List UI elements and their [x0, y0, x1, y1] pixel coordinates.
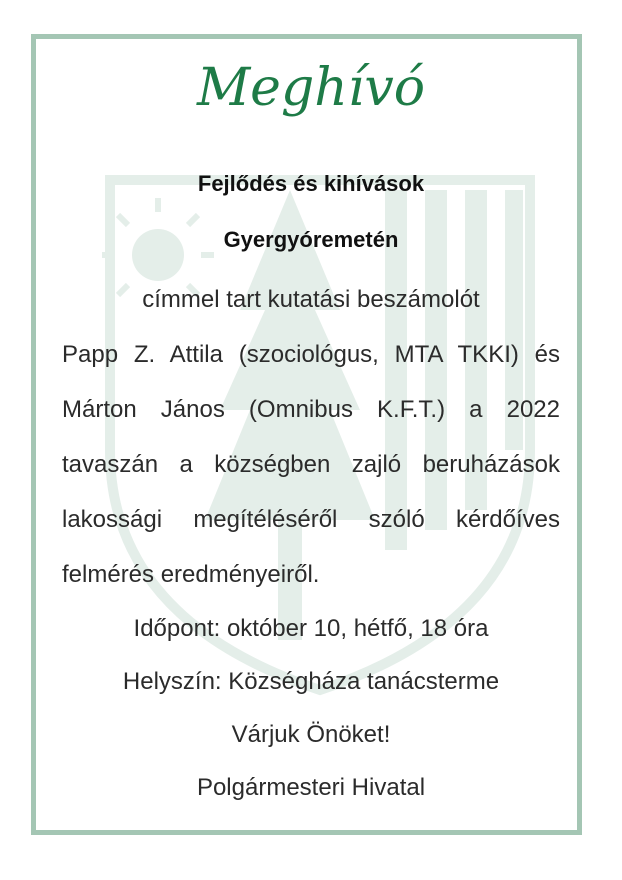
- invitation-title: Meghívó: [196, 58, 426, 118]
- body-line-1: Papp Z. Attila (szociológus, MTA TKKI) és: [62, 341, 560, 368]
- body-line-2: Márton János (Omnibus K.F.T.) a 2022: [62, 396, 560, 423]
- closing-greeting: Várjuk Önöket!: [231, 721, 391, 748]
- lecture-title-line-2: Gyergyóremetén: [223, 227, 399, 252]
- intro-text: címmel tart kutatási beszámolót: [142, 286, 480, 313]
- event-time: Időpont: október 10, hétfő, 18 óra: [133, 615, 489, 642]
- body-line-3: tavaszán a községben zajló beruházások: [62, 451, 560, 478]
- lecture-title-line-1: Fejlődés és kihívások: [197, 171, 425, 196]
- event-place: Helyszín: Községháza tanácsterme: [122, 668, 500, 695]
- body-line-4: lakossági megítéléséről szóló kérdőíves: [62, 506, 560, 533]
- body-line-5: felmérés eredményeiről.: [62, 561, 320, 588]
- signature: Polgármesteri Hivatal: [196, 774, 426, 801]
